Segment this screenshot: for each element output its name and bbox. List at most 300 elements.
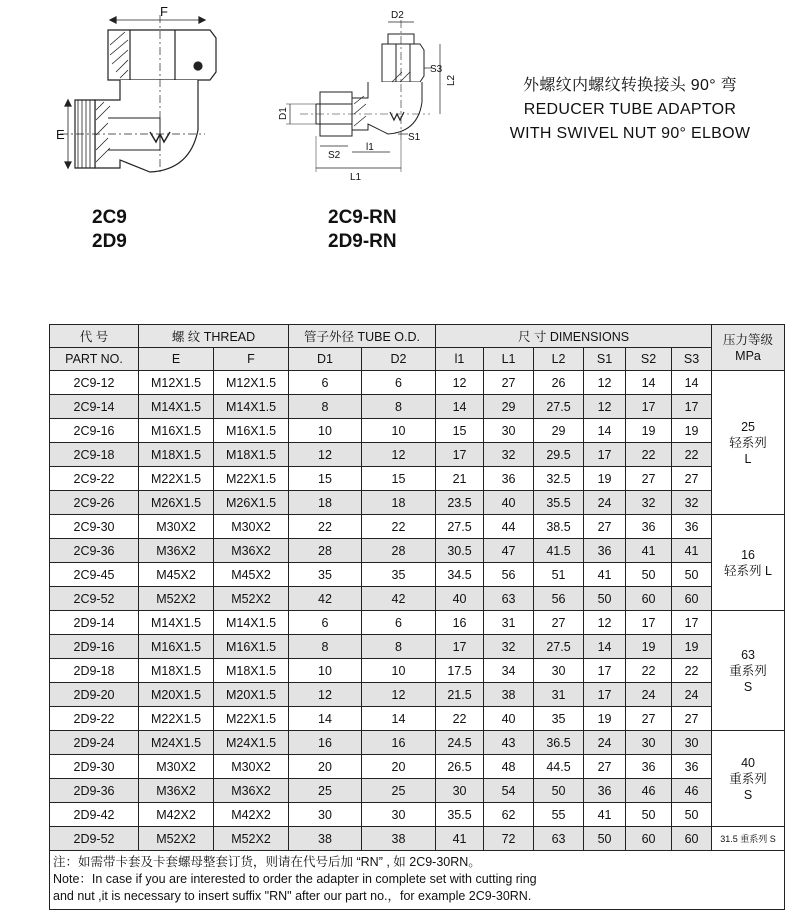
table-cell: M36X2 [139,539,214,563]
table-cell: 18 [289,491,362,515]
table-cell: 20 [289,755,362,779]
table-cell: 22 [626,443,672,467]
table-cell: M16X1.5 [139,419,214,443]
table-cell: 36 [626,515,672,539]
table-cell: 2D9-30 [50,755,139,779]
table-cell: 17 [672,611,712,635]
table-cell: 24.5 [436,731,484,755]
table-cell: M26X1.5 [214,491,289,515]
table-cell: M42X2 [214,803,289,827]
table-cell: 12 [289,683,362,707]
table-cell: 12 [362,683,436,707]
table-cell: 50 [534,779,584,803]
pressure-value: 63 [741,647,755,662]
table-cell: 28 [289,539,362,563]
table-cell: M16X1.5 [139,635,214,659]
table-cell: 2D9-16 [50,635,139,659]
table-row [50,395,785,419]
table-cell: M20X1.5 [139,683,214,707]
table-cell: 19 [584,707,626,731]
table-cell: 27 [534,611,584,635]
table-cell: 2C9-22 [50,467,139,491]
table-cell: 50 [672,803,712,827]
table-cell: M30X2 [214,515,289,539]
header-pressure: 压力等级 MPa [712,325,785,371]
table-cell: 17.5 [436,659,484,683]
table-cell: 36.5 [534,731,584,755]
table-cell: 63 [534,827,584,851]
table-cell: 16 [362,731,436,755]
table-cell: M18X1.5 [214,443,289,467]
table-cell: 51 [534,563,584,587]
header-col-0: PART NO. [50,348,139,371]
table-cell: M52X2 [214,827,289,851]
title-cn: 外螺纹内螺纹转换接头 90° 弯 [523,77,737,94]
table-cell: 17 [584,659,626,683]
table-cell: 14 [584,635,626,659]
table-cell: 25 [362,779,436,803]
table-cell: 29 [534,419,584,443]
table-cell: 72 [484,827,534,851]
label-D2: D2 [391,10,404,21]
table-cell: M26X1.5 [139,491,214,515]
header-col-1: E [139,348,214,371]
table-cell: 36 [672,755,712,779]
table-cell: M36X2 [214,539,289,563]
table-cell: 17 [584,683,626,707]
table-cell: 19 [626,635,672,659]
table-row [50,491,785,515]
header-thread: 螺 纹 THREAD [139,325,289,348]
table-cell: M18X1.5 [139,443,214,467]
table-row [50,539,785,563]
pressure-series: 重系列 [729,771,767,786]
table-cell: 36 [484,467,534,491]
table-cell: 12 [584,371,626,395]
pressure-value: 16 [741,547,755,562]
header-dimensions: 尺 寸 DIMENSIONS [436,325,712,348]
pressure-group-0 [712,371,785,515]
table-cell: 36 [584,539,626,563]
table-cell: 50 [584,587,626,611]
table-cell: M22X1.5 [214,707,289,731]
table-cell: 46 [672,779,712,803]
table-cell: 2C9-26 [50,491,139,515]
table-cell: 35.5 [534,491,584,515]
table-row [50,779,785,803]
table-cell: 15 [436,419,484,443]
table-row [50,659,785,683]
table-cell: 30.5 [436,539,484,563]
table-cell: 8 [362,635,436,659]
header-col-7: L2 [534,348,584,371]
label-S1: S1 [408,132,421,143]
table-cell: 2C9-36 [50,539,139,563]
table-cell: 17 [584,443,626,467]
table-cell: 38 [362,827,436,851]
table-cell: 46 [626,779,672,803]
table-cell: 8 [289,635,362,659]
table-row [50,587,785,611]
table-cell: 2C9-30 [50,515,139,539]
table-cell: 28 [362,539,436,563]
pressure-class: S [743,787,753,802]
label-L2: L2 [446,74,457,86]
table-cell: 41 [584,803,626,827]
table-cell: 27 [672,467,712,491]
label-D1: D1 [278,107,289,120]
table-cell: 22 [626,659,672,683]
table-cell: 35.5 [436,803,484,827]
table-cell: M42X2 [139,803,214,827]
table-cell: 32 [484,635,534,659]
table-cell: 10 [289,659,362,683]
table-cell: 41 [584,563,626,587]
table-cell: 41.5 [534,539,584,563]
table-cell: 34.5 [436,563,484,587]
table-cell: 56 [534,587,584,611]
table-cell: 22 [672,443,712,467]
table-cell: 20 [362,755,436,779]
table-cell: 42 [289,587,362,611]
table-cell: 48 [484,755,534,779]
table-cell: 2D9-42 [50,803,139,827]
model-left-line1: 2C9 [92,207,127,228]
table-cell: 19 [672,419,712,443]
model-right-line1: 2C9-RN [328,207,397,228]
table-cell: 40 [484,491,534,515]
note-cell [50,851,785,910]
table-cell: 22 [436,707,484,731]
table-cell: 38 [484,683,534,707]
header-col-6: L1 [484,348,534,371]
table-cell: 17 [626,395,672,419]
table-cell: 2D9-18 [50,659,139,683]
table-cell: 14 [584,419,626,443]
table-row [50,683,785,707]
table-cell: 2C9-18 [50,443,139,467]
table-cell: 19 [672,635,712,659]
table-cell: M12X1.5 [139,371,214,395]
table-cell: 40 [484,707,534,731]
table-cell: 27 [584,515,626,539]
table-cell: M14X1.5 [214,611,289,635]
table-cell: 14 [289,707,362,731]
pressure-group-3 [712,731,785,827]
table-cell: 38.5 [534,515,584,539]
table-cell: 50 [584,827,626,851]
product-title [480,74,780,146]
label-S2: S2 [328,150,341,161]
table-cell: 17 [436,635,484,659]
table-cell: 24 [584,491,626,515]
table-cell: M14X1.5 [139,395,214,419]
table-cell: M18X1.5 [214,659,289,683]
table-cell: 23.5 [436,491,484,515]
table-cell: 60 [626,587,672,611]
table-row [50,635,785,659]
table-cell: 27 [584,755,626,779]
table-cell: 14 [436,395,484,419]
pressure-value: 25 [741,419,755,434]
table-cell: M30X2 [214,755,289,779]
table-cell: 60 [672,827,712,851]
table-cell: 17 [672,395,712,419]
model-left-line2: 2D9 [92,231,127,252]
note-note-en1: Note：In case if you are interested to order the adapter in complete set with cutting ring [53,872,537,886]
table-cell: 2D9-14 [50,611,139,635]
table-cell: 8 [362,395,436,419]
table-cell: 2D9-20 [50,683,139,707]
pressure-group-2 [712,611,785,731]
table-cell: 2C9-16 [50,419,139,443]
pressure-series: 轻系列 L [724,563,772,578]
model-left [92,206,127,254]
header-col-3: D1 [289,348,362,371]
table-cell: 60 [626,827,672,851]
table-cell: 50 [672,563,712,587]
table-cell: M36X2 [214,779,289,803]
table-cell: 24 [626,683,672,707]
table-row [50,803,785,827]
table-cell: 14 [362,707,436,731]
model-right-line2: 2D9-RN [328,231,397,252]
table-cell: 50 [626,563,672,587]
table-cell: M52X2 [139,827,214,851]
header-col-5: l1 [436,348,484,371]
table-cell: M22X1.5 [139,707,214,731]
table-cell: 2D9-24 [50,731,139,755]
table-row [50,371,785,395]
table-cell: M30X2 [139,515,214,539]
table-cell: M20X1.5 [214,683,289,707]
table-cell: 10 [362,419,436,443]
table-cell: M24X1.5 [139,731,214,755]
table-cell: 30 [672,731,712,755]
pressure-group-4 [712,827,785,851]
table-cell: 19 [584,467,626,491]
table-cell: 38 [289,827,362,851]
table-cell: 29.5 [534,443,584,467]
table-cell: 35 [362,563,436,587]
table-cell: M52X2 [214,587,289,611]
table-cell: 35 [289,563,362,587]
header-tube: 管子外径 TUBE O.D. [289,325,436,348]
pressure-series: 轻系列 [729,435,767,450]
table-cell: 47 [484,539,534,563]
table-cell: 27 [672,707,712,731]
table-cell: M24X1.5 [214,731,289,755]
table-cell: M45X2 [214,563,289,587]
table-cell: 32.5 [534,467,584,491]
table-cell: 27 [626,467,672,491]
table-row [50,443,785,467]
table-cell: 26.5 [436,755,484,779]
table-cell: 30 [484,419,534,443]
table-cell: 2D9-36 [50,779,139,803]
table-cell: M12X1.5 [214,371,289,395]
table-cell: 55 [534,803,584,827]
label-F: F [160,4,168,19]
dimensions-table-wrapper [49,324,784,910]
table-cell: 41 [672,539,712,563]
table-cell: 21 [436,467,484,491]
table-cell: M14X1.5 [214,395,289,419]
table-cell: 63 [484,587,534,611]
table-cell: 24 [672,683,712,707]
table-cell: 2C9-52 [50,587,139,611]
table-cell: 30 [534,659,584,683]
table-cell: 29 [484,395,534,419]
table-cell: 12 [289,443,362,467]
table-row [50,827,785,851]
table-cell: 30 [436,779,484,803]
table-cell: M18X1.5 [139,659,214,683]
note-note-en2: and nut ,it is necessary to insert suffix "RN" after our part no.，for example 2C9-30RN. [53,889,532,903]
table-cell: 40 [436,587,484,611]
header-col-4: D2 [362,348,436,371]
table-cell: 26 [534,371,584,395]
note-note-cn: 注：如需带卡套及卡套螺母整套订货，则请在代号后加 “RN” , 如 2C9-30RN。 [53,855,481,869]
table-cell: 36 [626,755,672,779]
table-cell: 50 [626,803,672,827]
table-cell: 18 [362,491,436,515]
table-cell: 22 [672,659,712,683]
label-S3: S3 [430,64,443,75]
table-cell: 12 [584,395,626,419]
table-cell: 14 [672,371,712,395]
table-cell: 30 [289,803,362,827]
pressure-series: 重系列 [729,663,767,678]
table-cell: 2C9-45 [50,563,139,587]
left-elbow-drawing [60,15,216,175]
table-cell: 25 [289,779,362,803]
table-cell: 2D9-52 [50,827,139,851]
table-cell: 17 [626,611,672,635]
table-cell: 27 [626,707,672,731]
header-col-2: F [214,348,289,371]
table-cell: 32 [626,491,672,515]
table-cell: 19 [626,419,672,443]
table-cell: 27 [484,371,534,395]
table-cell: 54 [484,779,534,803]
table-cell: 36 [584,779,626,803]
table-cell: 6 [289,611,362,635]
table-cell: M16X1.5 [214,419,289,443]
table-cell: 10 [362,659,436,683]
table-cell: 60 [672,587,712,611]
table-cell: 31 [484,611,534,635]
table-cell: 8 [289,395,362,419]
table-row [50,515,785,539]
table-cell: M14X1.5 [139,611,214,635]
table-cell: 12 [436,371,484,395]
table-cell: 12 [362,443,436,467]
table-cell: 44.5 [534,755,584,779]
table-cell: 42 [362,587,436,611]
table-cell: 41 [626,539,672,563]
table-row [50,419,785,443]
table-cell: M22X1.5 [139,467,214,491]
table-cell: 16 [289,731,362,755]
table-cell: M30X2 [139,755,214,779]
table-cell: 6 [362,611,436,635]
table-row [50,611,785,635]
label-L1: L1 [350,172,362,183]
table-cell: 32 [484,443,534,467]
header-part: 代 号 [50,325,139,348]
table-cell: 2D9-22 [50,707,139,731]
pressure-class: S [743,679,753,694]
table-cell: 21.5 [436,683,484,707]
pressure-text: 31.5 重系列 S [720,833,776,844]
title-en-1: REDUCER TUBE ADAPTOR [523,101,737,118]
table-cell: M22X1.5 [214,467,289,491]
table-cell: 2C9-14 [50,395,139,419]
table-cell: M36X2 [139,779,214,803]
table-cell: 10 [289,419,362,443]
pressure-group-1 [712,515,785,611]
table-cell: 44 [484,515,534,539]
table-cell: 6 [362,371,436,395]
table-cell: 56 [484,563,534,587]
dimensions-table [49,324,785,910]
table-cell: 34 [484,659,534,683]
table-cell: 24 [584,731,626,755]
table-row [50,467,785,491]
table-row [50,731,785,755]
table-cell: 62 [484,803,534,827]
header-col-8: S1 [584,348,626,371]
title-en-2: WITH SWIVEL NUT 90° ELBOW [509,125,751,142]
table-cell: 15 [362,467,436,491]
table-cell: 22 [362,515,436,539]
table-cell: 6 [289,371,362,395]
pressure-value: 40 [741,755,755,770]
table-row [50,755,785,779]
table-cell: 27.5 [436,515,484,539]
note-row [50,851,785,910]
table-row [50,563,785,587]
header-col-9: S2 [626,348,672,371]
table-cell: 30 [362,803,436,827]
table-row [50,707,785,731]
table-cell: M52X2 [139,587,214,611]
table-cell: 32 [672,491,712,515]
table-cell: 14 [626,371,672,395]
model-right [328,206,397,254]
table-cell: 27.5 [534,635,584,659]
header-col-10: S3 [672,348,712,371]
table-cell: 22 [289,515,362,539]
table-cell: M45X2 [139,563,214,587]
table-cell: 43 [484,731,534,755]
table-cell: 15 [289,467,362,491]
table-cell: 27.5 [534,395,584,419]
table-cell: 2C9-12 [50,371,139,395]
table-cell: 17 [436,443,484,467]
table-cell: M16X1.5 [214,635,289,659]
table-cell: 41 [436,827,484,851]
pressure-class: L [744,451,752,466]
table-cell: 12 [584,611,626,635]
table-cell: 30 [626,731,672,755]
table-cell: 36 [672,515,712,539]
label-E: E [56,127,65,142]
table-cell: 16 [436,611,484,635]
right-elbow-drawing [286,20,440,172]
label-l1: l1 [366,142,374,153]
